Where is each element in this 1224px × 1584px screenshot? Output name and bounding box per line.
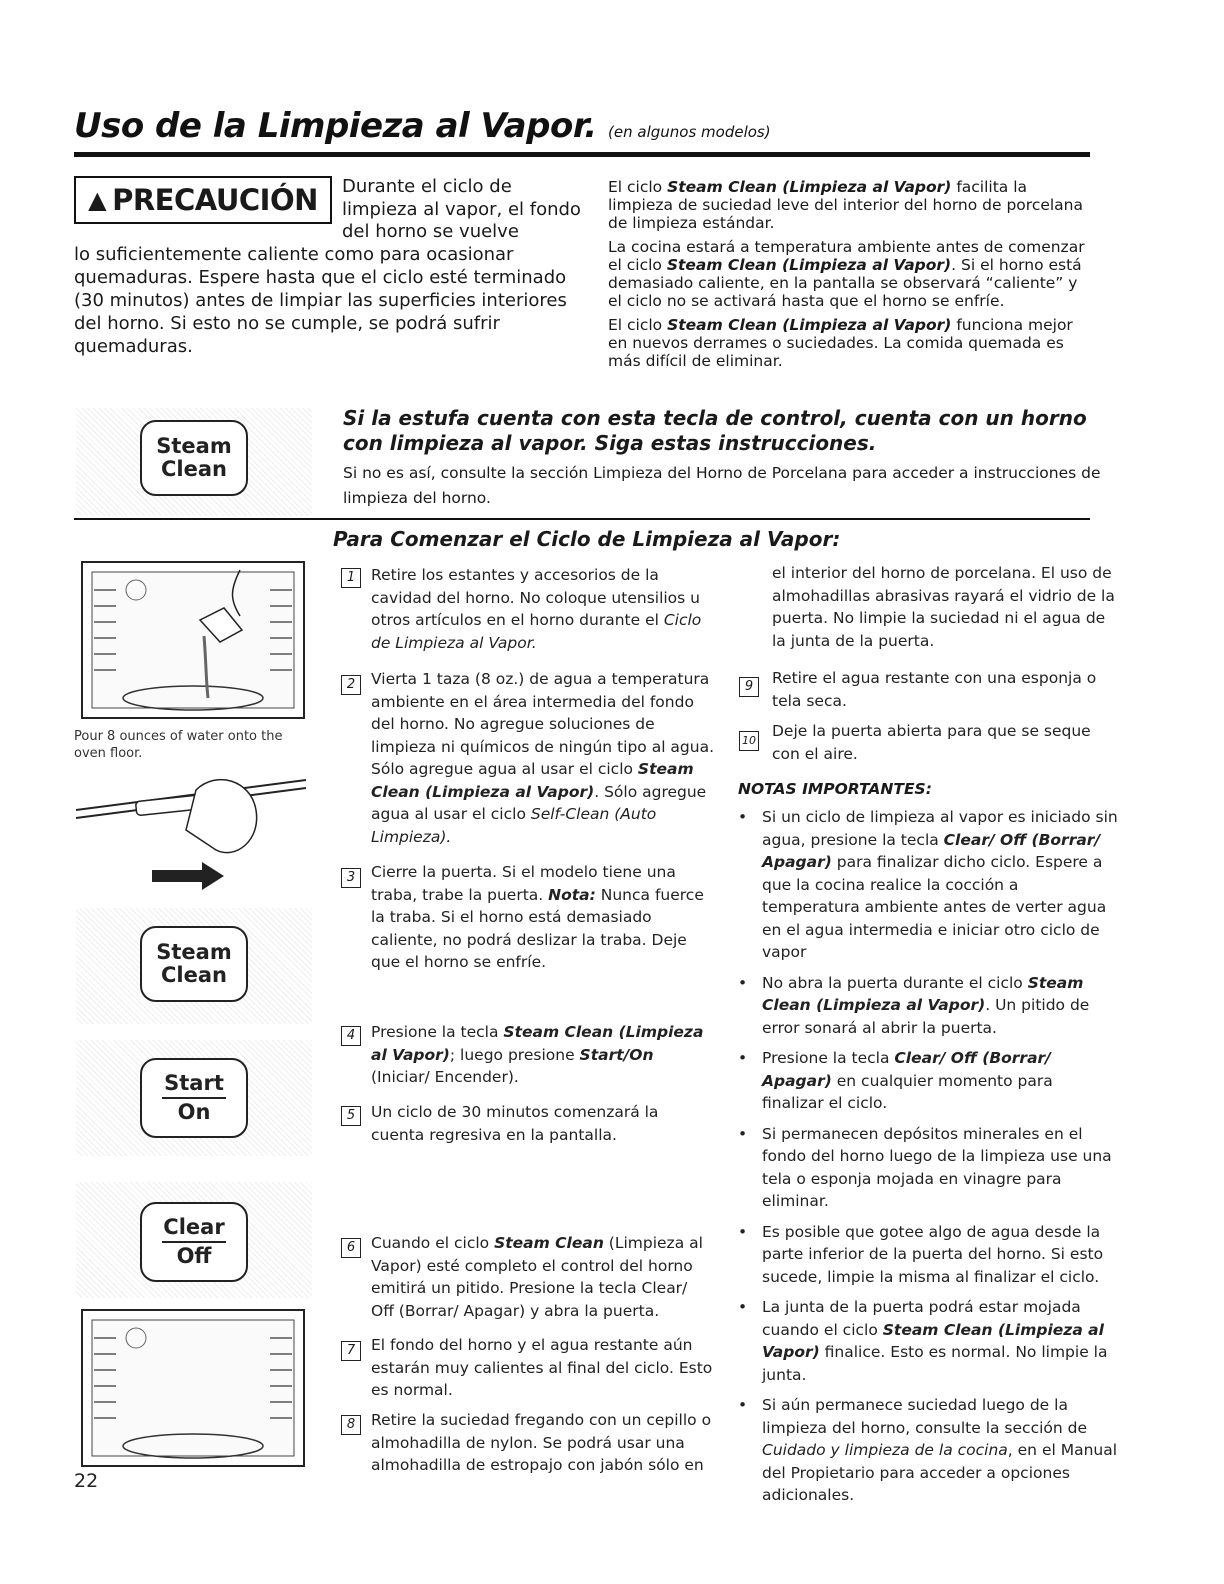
step-7: El fondo del horno y el agua restante aún estarán muy calientes al final del ciclo. Esto es normal. xyxy=(371,1336,713,1399)
list-item xyxy=(738,1394,1118,1507)
caution-side-text: Durante el ciclo de limpieza al vapor, el fondo del horno se vuelve xyxy=(342,176,581,242)
steam-clean-key-icon xyxy=(140,420,248,496)
emphasis: Clear/ Off (Borrar/ Apagar) xyxy=(762,1049,1051,1090)
text: finalice. Esto es normal. No limpie la junta. xyxy=(762,1343,1108,1384)
step-4 xyxy=(371,1021,716,1089)
door-latch-illustration xyxy=(76,770,306,890)
key-label: Clean xyxy=(161,457,227,481)
clear-off-key-icon xyxy=(140,1202,248,1282)
text: La junta de la puerta podrá estar mojada cuando el ciclo xyxy=(762,1298,1081,1339)
key-label: Start xyxy=(164,1071,224,1095)
steam-clean-key-icon xyxy=(140,926,248,1002)
warning-triangle-icon: ▲ xyxy=(88,186,107,214)
step-2 xyxy=(371,668,721,848)
emphasis: Clear/ Off (Borrar/ Apagar) xyxy=(762,830,1101,871)
step-3 xyxy=(371,861,716,974)
section-heading: Para Comenzar el Ciclo de Limpieza al Vapor: xyxy=(333,527,841,551)
text: Presione la tecla xyxy=(762,1049,895,1067)
step-number-badge: 2 xyxy=(341,675,361,695)
text: Cierre la puerta. Si el modelo tiene una traba, trabe la puerta. xyxy=(371,863,676,904)
list-item xyxy=(738,972,1118,1040)
header-rule xyxy=(74,152,1090,157)
text: Si un ciclo de limpieza al vapor es iniciado sin agua, presione la tecla xyxy=(762,808,1118,849)
step-9: Retire el agua restante con una esponja o tela seca. xyxy=(772,669,1097,710)
page-number: 22 xyxy=(74,1470,99,1492)
text: (Limpieza al Vapor) esté completo el control del horno emitirá un pitido. Presione la tecla Clear/ Off (Borrar/ Apagar) y abra la puerta. xyxy=(371,1234,703,1320)
step-1 xyxy=(371,564,719,654)
text: Vierta 1 taza (8 oz.) de agua a temperatura ambiente en el área intermedia del fondo del horno. No agregue soluciones de limpieza ni químicos de ningún tipo al agua. Sólo agregue agua al usar el ciclo xyxy=(371,670,715,778)
control-note-heading: Si la estufa cuenta con esta tecla de control, cuenta con un horno con limpieza al vapor. Siga estas instrucciones. xyxy=(343,406,1087,455)
key-label: Steam xyxy=(156,940,232,964)
text: El ciclo xyxy=(608,178,668,196)
emphasis: Cuidado y limpieza de la cocina xyxy=(762,1441,1008,1459)
text: ; luego presione xyxy=(449,1045,580,1064)
step-10: Deje la puerta abierta para que se seque con el aire. xyxy=(772,722,1091,763)
text: para finalizar dicho ciclo. Espere a que la cocina realice la cocción a temperatura ambiente antes de verter agua en el agua intermedia e iniciar otro ciclo de vapor xyxy=(762,853,1107,961)
emphasis: Nota: xyxy=(548,885,596,904)
intro-text xyxy=(608,178,1092,376)
text: El ciclo xyxy=(608,316,668,334)
caution-label xyxy=(74,176,332,224)
step-8-continued: el interior del horno de porcelana. El uso de almohadillas abrasivas rayará el vidrio de la puerta. No limpie la suciedad ni el agua de la junta de la puerta. xyxy=(772,564,1115,650)
step-number-badge: 8 xyxy=(341,1415,361,1435)
emphasis: Steam Clean (Limpieza al Vapor) xyxy=(667,316,952,334)
list-item xyxy=(738,1296,1118,1386)
page-title xyxy=(74,106,771,146)
illustration-caption: Pour 8 ounces of water onto the oven floor. xyxy=(74,729,283,761)
section-rule xyxy=(74,518,1090,520)
intro-paragraph xyxy=(608,316,1092,370)
step-number-badge: 5 xyxy=(341,1106,361,1126)
caution-label-text: PRECAUCIÓN xyxy=(112,183,318,217)
text: Presione la tecla xyxy=(371,1023,504,1041)
text: . Si el horno está demasiado caliente, en la pantalla se observará “caliente” y el ciclo no se activará hasta que el horno se enfríe. xyxy=(608,256,1082,310)
step-number-badge: 10 xyxy=(739,731,759,751)
intro-paragraph xyxy=(608,238,1092,310)
text: Si aún permanece suciedad luego de la limpieza del horno, consulte la sección de xyxy=(762,1396,1088,1437)
page-title-main: Uso de la Limpieza al Vapor. xyxy=(74,106,597,146)
text: facilita la limpieza de suciedad leve del interior del horno de porcelana de limpieza estándar. xyxy=(608,178,1084,232)
intro-paragraph xyxy=(608,178,1092,232)
notes-heading: NOTAS IMPORTANTES: xyxy=(738,780,932,798)
step-8: Retire la suciedad fregando con un cepillo o almohadilla de nylon. Se podrá usar una almohadilla de estropajo con jabón sólo en xyxy=(371,1411,712,1474)
control-note-sub: Si no es así, consulte la sección Limpieza del Horno de Porcelana para acceder a instrucciones de limpieza del horno. xyxy=(343,464,1101,507)
text: No abra la puerta durante el ciclo xyxy=(762,973,1028,992)
list-item xyxy=(738,806,1118,964)
key-label: Steam xyxy=(156,434,232,458)
caution-body: lo suficientemente caliente como para ocasionar quemaduras. Espere hasta que el ciclo esté terminado (30 minutos) antes de limpiar las superficies interiores del horno. Si esto no se cumple, se podrá sufrir quemaduras. xyxy=(74,244,567,357)
text: . Sólo agregue agua al usar el ciclo xyxy=(371,782,707,823)
list-item: • Si permanecen depósitos minerales en el fondo del horno luego de la limpieza use una tela o esponja mojada en vinagre para eliminar. xyxy=(738,1123,1118,1213)
step-number-badge: 7 xyxy=(341,1341,361,1361)
text: , en el Manual del Propietario para acceder a opciones adicionales. xyxy=(762,1441,1118,1504)
emphasis: Self-Clean (Auto Limpieza). xyxy=(371,805,657,846)
emphasis: Steam Clean xyxy=(494,1234,604,1252)
key-label: Off xyxy=(176,1244,212,1268)
text: (Iniciar/ Encender). xyxy=(371,1068,519,1086)
step-6 xyxy=(371,1232,706,1322)
text: Cuando el ciclo xyxy=(371,1234,495,1252)
text: en cualquier momento para finalizar el ciclo. xyxy=(762,1071,1053,1112)
step-5: Un ciclo de 30 minutos comenzará la cuenta regresiva en la pantalla. xyxy=(371,1103,659,1144)
key-label: Clean xyxy=(161,963,227,987)
step-number-badge: 6 xyxy=(341,1238,361,1258)
step-number-badge: 1 xyxy=(341,568,361,588)
text: Nunca fuerce la traba. Si el horno está demasiado caliente, no podrá deslizar la traba. Deje que el horno se enfríe. xyxy=(371,885,704,971)
emphasis: Steam Clean (Limpieza al Vapor) xyxy=(667,178,952,196)
emphasis: Start/On xyxy=(579,1045,654,1064)
list-item: • Es posible que gotee algo de agua desde la parte inferior de la puerta del horno. Si esto sucede, limpie la misma al finalizar el ciclo. xyxy=(738,1221,1118,1289)
notes-list xyxy=(738,806,1118,1515)
emphasis: Steam Clean (Limpieza al Vapor) xyxy=(371,760,694,801)
start-on-key-icon xyxy=(140,1058,248,1138)
text: . Un pitido de error sonará al abrir la puerta. xyxy=(762,996,1090,1037)
step-number-badge: 4 xyxy=(341,1026,361,1046)
oven-water-illustration xyxy=(80,560,306,720)
emphasis: Ciclo de Limpieza al Vapor. xyxy=(371,611,702,652)
emphasis: Steam Clean (Limpieza al Vapor) xyxy=(371,1023,704,1064)
page-title-note: (en algunos modelos) xyxy=(608,123,771,141)
key-divider xyxy=(162,1241,226,1243)
key-divider xyxy=(162,1097,226,1099)
list-item xyxy=(738,1047,1118,1115)
emphasis: Steam Clean (Limpieza al Vapor) xyxy=(666,256,952,274)
step-number-badge: 3 xyxy=(341,868,361,888)
text: funciona mejor en nuevos derrames o suciedades. La comida quemada es más difícil de eliminar. xyxy=(608,316,1073,370)
emphasis: Steam Clean (Limpieza al Vapor) xyxy=(762,1320,1104,1361)
oven-cavity-illustration xyxy=(80,1308,306,1468)
emphasis: Steam Clean (Limpieza al Vapor) xyxy=(762,973,1084,1014)
key-label: Clear xyxy=(163,1215,225,1239)
key-label: On xyxy=(177,1100,211,1124)
text: La cocina estará a temperatura ambiente antes de comenzar el ciclo xyxy=(608,238,1085,274)
step-number-badge: 9 xyxy=(739,677,759,697)
text: Retire los estantes y accesorios de la cavidad del horno. No coloque utensilios u otros artículos en el horno durante el xyxy=(371,566,700,629)
